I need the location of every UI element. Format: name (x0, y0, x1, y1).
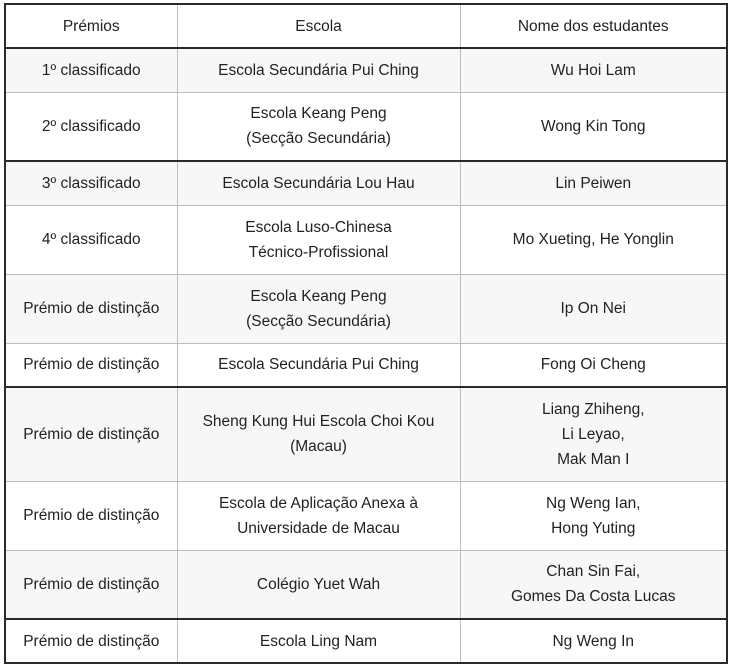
school-cell (177, 481, 460, 550)
award-cell: Prémio de distinção (5, 387, 177, 481)
award-cell: Prémio de distinção (5, 274, 177, 343)
school-cell (177, 48, 460, 92)
students-cell (460, 387, 727, 481)
student-name-line: Lin Peiwen (555, 174, 632, 192)
student-name-line: Liang Zhiheng, (541, 400, 645, 418)
student-name-line: Li Leyao, (561, 425, 625, 443)
award-cell: 2º classificado (5, 92, 177, 161)
school-name-line: Escola de Aplicação Anexa à (218, 494, 419, 512)
students-cell (460, 274, 727, 343)
table-row (5, 92, 727, 161)
student-name-line: Wong Kin Tong (540, 117, 646, 135)
school-cell (177, 550, 460, 619)
school-name-line: (Secção Secundária) (246, 312, 391, 330)
student-name-line: Gomes Da Costa Lucas (510, 588, 676, 606)
student-name-line: Hong Yuting (551, 519, 636, 537)
school-cell (177, 274, 460, 343)
student-name-line: Ng Weng In (552, 632, 635, 650)
school-name-line: Colégio Yuet Wah (256, 575, 381, 593)
student-name-line: Mo Xueting, He Yonglin (512, 231, 674, 248)
school-name-line: (Macau) (290, 438, 347, 456)
table-row (5, 550, 727, 619)
table-row (5, 274, 727, 343)
student-name-line: Fong Oi Cheng (540, 356, 646, 374)
table-header-row (5, 4, 727, 48)
student-name-line: Wu Hoi Lam (550, 61, 636, 79)
students-cell (460, 481, 727, 550)
school-name-line: Técnico-Profissional (248, 243, 389, 261)
award-cell: 1º classificado (5, 48, 177, 92)
student-name-line: Ng Weng Ian, (546, 494, 641, 512)
awards-table (4, 3, 728, 664)
award-cell: 4º classificado (5, 205, 177, 274)
school-cell (177, 161, 460, 205)
students-cell (460, 161, 727, 205)
student-name-line: Chan Sin Fai, (546, 563, 641, 581)
table-row (5, 619, 727, 663)
award-cell: 3º classificado (5, 161, 177, 205)
school-name-line: Escola Secundária Pui Ching (218, 61, 419, 79)
table-row (5, 48, 727, 92)
school-name-line: Escola Keang Peng (250, 105, 387, 123)
school-name-line: Universidade de Macau (237, 519, 400, 537)
school-name-line: Sheng Kung Hui Escola Choi Kou (202, 413, 435, 431)
header-school: Escola (177, 4, 460, 48)
school-name-line: Escola Secundária Lou Hau (222, 174, 415, 192)
award-cell: Prémio de distinção (5, 619, 177, 663)
table-body (5, 48, 727, 663)
school-cell (177, 387, 460, 481)
table-row (5, 343, 727, 387)
table-row (5, 205, 727, 274)
school-cell (177, 343, 460, 387)
school-cell (177, 92, 460, 161)
students-cell (460, 550, 727, 619)
school-name-line: Escola Ling Nam (259, 632, 378, 650)
award-cell: Prémio de distinção (5, 481, 177, 550)
school-name-line: Escola Luso-Chinesa (245, 218, 392, 236)
award-cell: Prémio de distinção (5, 343, 177, 387)
students-cell (460, 48, 727, 92)
school-cell (177, 205, 460, 274)
school-cell (177, 619, 460, 663)
school-name-line: Escola Secundária Pui Ching (218, 356, 419, 374)
table-row (5, 161, 727, 205)
header-students: Nome dos estudantes (460, 4, 727, 48)
table-row (5, 387, 727, 481)
table-row (5, 481, 727, 550)
student-name-line: Mak Man I (557, 450, 630, 468)
award-cell: Prémio de distinção (5, 550, 177, 619)
student-name-line: Ip On Nei (560, 300, 626, 317)
students-cell (460, 205, 727, 274)
students-cell (460, 343, 727, 387)
students-cell (460, 619, 727, 663)
header-awards: Prémios (5, 4, 177, 48)
school-name-line: (Secção Secundária) (246, 130, 391, 148)
school-name-line: Escola Keang Peng (250, 287, 387, 305)
students-cell (460, 92, 727, 161)
